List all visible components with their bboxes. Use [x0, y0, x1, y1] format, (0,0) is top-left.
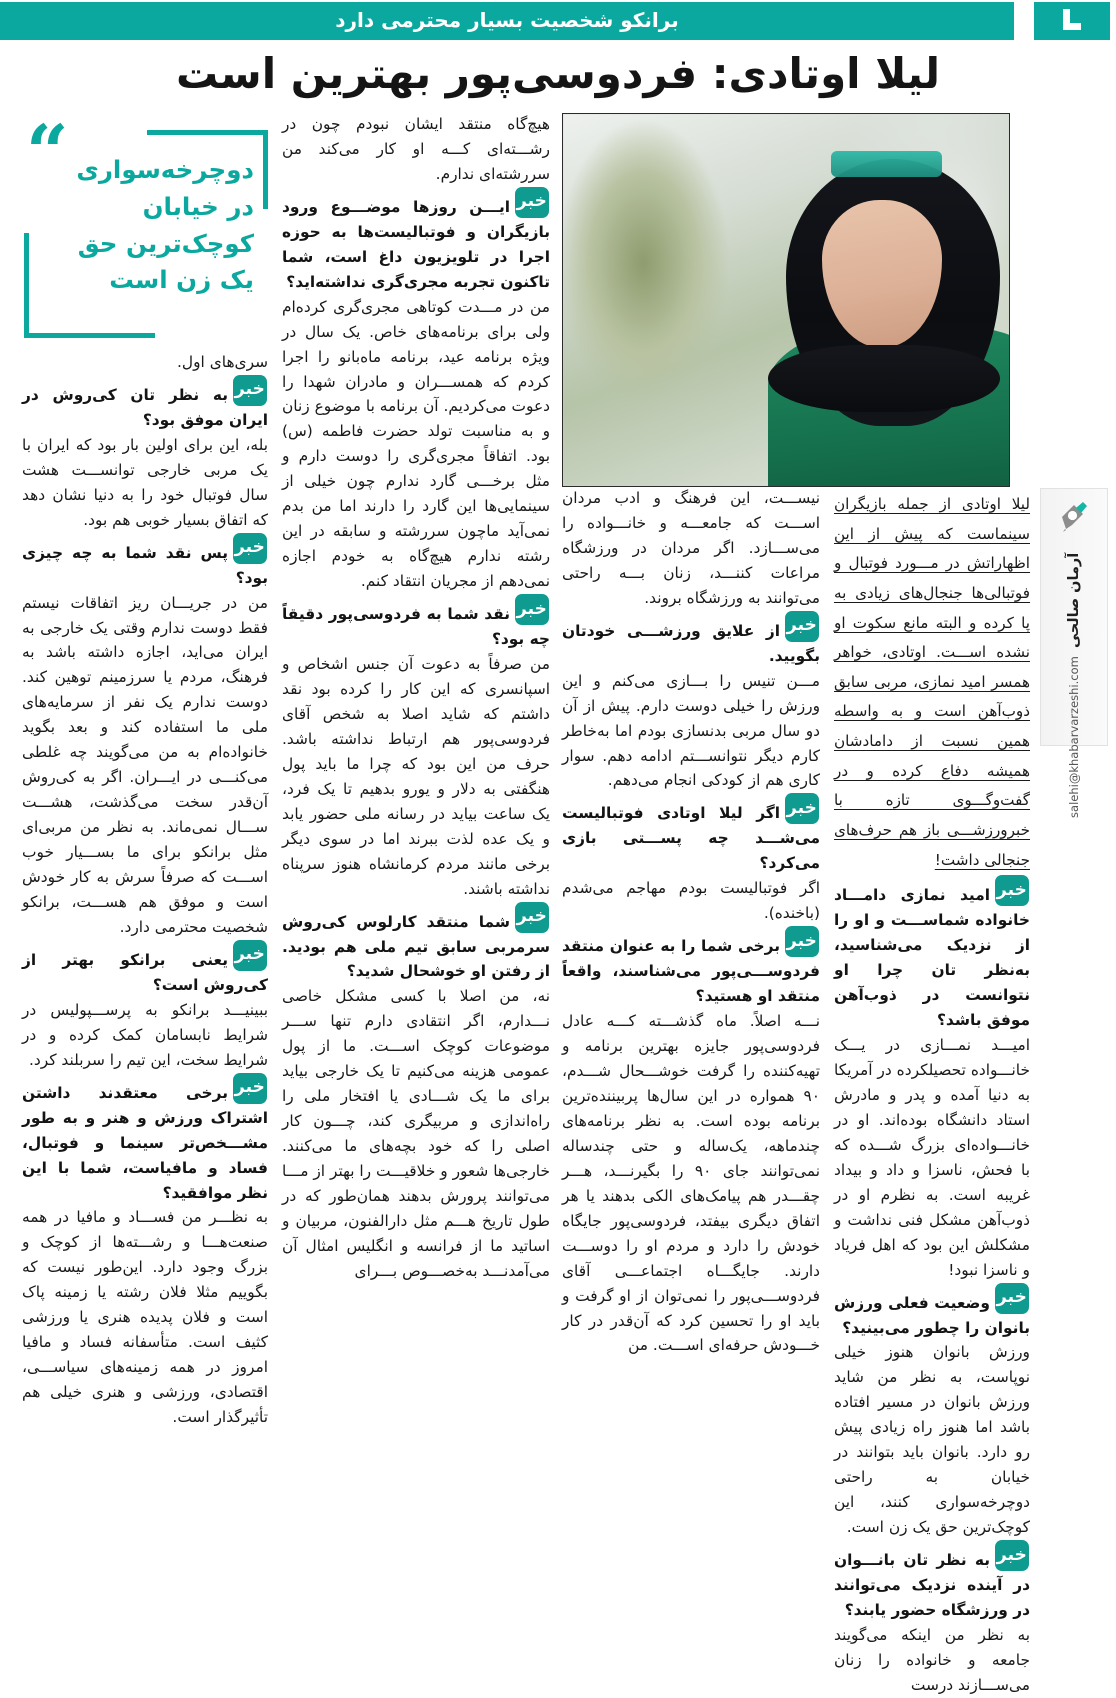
- interview-answer: [22, 1205, 268, 1430]
- interview-question: [22, 533, 268, 591]
- pull-quote-text: دوچرخه‌سواری در خیابان کوچک‌ترین حق یک زن است: [76, 155, 254, 295]
- answer-text: هیچ‌گاه منتقد ایشان نبودم چون در رشـــته‌ای کـــه او کار می‌کند من سررشته‌ای ندارم.: [282, 115, 550, 183]
- interview-question: [834, 875, 1030, 1033]
- answer-text: من صرفاً به دعوت آن جنس اشخاص و اسپانسری که این کار را کرده بود نقد داشتم که شاید اصلا به شخص آقای فردوسی‌پور هم ارتباط نداشته باشد. حرف من این بود که چرا ما باید پول هنگفتی به دلار و یورو بدهیم تا یک فرد، یک ساعت بیاید در رسانه ملی حضور یابد و یک عده لذت ببرند اما در سوی دیگر برخی مانند مردم کرمانشاه هنوز سرپناه نداشته باشند.: [282, 655, 550, 898]
- header-kicker-bar: [0, 2, 1014, 40]
- interview-answer: [834, 1033, 1030, 1283]
- answer-text: به نظـــر من فســـاد و مافیا در همه صنعت‌هـــا و رشـــته‌ها از کوچک و بزرگ وجود دارد. این‌طور نیست که بگوییم مثلا فلان رشته یا زمینه پاک است و فلان پدیده هنری یا ورزشی کثیف است. متأسفانه فساد و مافیا امروز در همه زمینه‌های سیاســـی، اقتصادی، ورزشی و هنری خیلی هم تأثیرگذار است.: [22, 1208, 268, 1427]
- answer-text: من در جریـــان ریز اتفاقات نیستم فقط دوست ندارم وقتی یک خارجی به ایران می‌اید، اجازه داشته باشد به فرهنگ، مردم یا سرزمینم توهین کند. دوست ندارم یک نفر از سرمایه‌های ملی ما استفاده کند و بعد بگوید خانواده‌ام به من می‌گویند چه غلطی می‌کنـــی در ایـــران. اگر به کی‌روش آن‌قدر سخت می‌گذشت، هشـــت ســـال نمی‌ماند. به نظر من مربی‌ای مثل برانکو برای ما بســـیار خوب اســـت که صرفاً سرش به کار خودش است و موفق هم هســـت، برانکو شخصیت محترمی دارد.: [22, 593, 268, 936]
- khabar-badge-icon: [233, 533, 267, 564]
- qa-list-left: [22, 350, 268, 1430]
- interview-answer: [562, 1009, 820, 1358]
- question-text: وضعیت فعلی ورزش بانوان را چطور می‌بینید؟: [834, 1293, 1030, 1337]
- question-text: از علایق ورزشـــی خودتان بگویید.: [562, 621, 820, 665]
- interview-answer: [834, 1623, 1030, 1698]
- question-text: برخی معتقدند داشتن اشتراک ورزش و هنر و به طور مشـــخص‌تر سینما و فوتبال، فساد و مافیاست، شما با این نظر موافقید؟: [22, 1083, 268, 1202]
- interview-answer: [282, 984, 550, 1283]
- question-text: پس نقد شما به چه چیزی بود؟: [22, 543, 268, 587]
- byline-email: salehi@khabarvarzeshi.com: [1067, 656, 1081, 818]
- question-text: نقد شما به فردوسی‌پور دقیقاً چه بود؟: [282, 605, 550, 649]
- interview-question: [562, 926, 820, 1009]
- qa-list-middle1: [282, 112, 550, 1284]
- question-text: امید نمازی دامـــاد خانواده شماســـت و او را از نزدیک می‌شناسید، به‌نظر تان چرا او نتوانست در ذوب‌آهن موفق باشد؟: [834, 886, 1030, 1030]
- khabar-badge-icon: [995, 875, 1029, 906]
- column-right: [834, 490, 1030, 1698]
- answer-text: نه، من اصلا با کسی مشکل خاصی نـــدارم، اگر انتقادی دارم تنها ســـر موضوعات کوچک اســـت. ما از پول عمومی هزینه می‌کنیم تا یک خارجی بیاید برای ما یک شـــادی یا افتخار ملی را راه‌اندازی و مربیگری کند، چـــون کار اصلی را که خود بچه‌های ما می‌کنند. خارجی‌ها شعور و خلاقیـــت را بهتر از مـــا می‌توانند پرورش بدهند همان‌طور که در طول تاریخ هـــم مثل دارالفنون، مربیان و اساتید ما از فرانسه و انگلیس امثال آن می‌آمدنـــد به‌خصـــوص بـــرای: [282, 987, 550, 1280]
- interview-answer: [562, 876, 820, 926]
- qa-list-middle2: [562, 486, 820, 1358]
- interview-answer: [282, 295, 550, 594]
- column-middle-2: [562, 486, 820, 1358]
- khabar-badge-icon: [995, 1283, 1029, 1314]
- answer-text: نـــه اصلاً. ماه گذشـــته کـــه عادل فردوسی‌پور جایزه بهترین برنامه و تهیه‌کننده را گرفت خوشـــحال شـــدم، ۹۰ همواره در این سال‌ها پربیننده‌ترین برنامه بوده است. به نظر برنامه‌های چندماهه، یک‌ساله و حتی چندساله نمی‌توانند جای ۹۰ را بگیرنـــد، هـــر چقـــدر هم پیامک‌های الکی بدهند یا هر اتفاق دیگری بیفتد، فردوسی‌پور جایگاه خودش را دارد و مردم او را دوســـت دارند. جایگـــاه اجتماعـــی آقای فردوســـی‌پور را نمی‌توان از او گرفت و باید او را تحسین کرد که آن‌قدر در کار خـــودش حرفه‌ای اســـت. من: [562, 1012, 821, 1355]
- answer-text: ورزش بانوان هنوز خیلی نوپاست، به نظر من شاید ورزش بانوان در مسیر افتاده باشد اما هنوز راه زیادی پیش رو دارد. بانوان باید بتوانند در خیابان به راحتی دوچرخه‌سواری کنند، این کوچک‌ترین حق یک زن است.: [834, 1343, 1030, 1537]
- answer-text: به نظر من اینکه می‌گویند جامعه و خانواده را زنان می‌ســـازند درست: [834, 1625, 1030, 1694]
- interview-question: [22, 940, 268, 998]
- interview-answer: [22, 433, 268, 533]
- khabar-badge-icon: [233, 375, 267, 406]
- answer-text: من در مـــدت کوتاهی مجری‌گری کرده‌ام ولی برای برنامه‌های خاص. یک سال در ویژه برنامه عید، برنامه ماه‌بانو را اجرا کردم که همســـران و مادران شهدا را دعوت می‌کردیم. آن برنامه با موضوع زنان و به مناسبت تولد حضرت فاطمه (س) بود. اتفاقاً مجری‌گری را دوست دارم و مثل برخـــی گارد ندارم چون خیلی از سینمایی‌ها این گارد را دارند اما من بدم نمی‌آید ماچون سررشته و سابقه در این رشته ندارم هیچ‌گاه به خودم اجازه نمی‌دهم از مجریان انتقاد کنم.: [282, 297, 550, 591]
- question-text: برخی شما را به عنوان منتقد فردوســـی‌پور می‌شناسند، واقعاً منتقد او هستید؟: [562, 937, 820, 1006]
- answer-text: بله، این برای اولین بار بود که ایران با یک مربی خارجی توانســـت هشت سال فوتبال خود را به دنیا نشان دهد که اتفاق بسیار خوبی هم بود.: [22, 435, 268, 529]
- question-text: به نظر تان کی‌روش در ایران موفق بود؟: [22, 385, 268, 429]
- byline-author: آرمان صالحی: [1066, 553, 1082, 649]
- question-text: به نظر تان بانـــوان در آینده نزدیک می‌توانند در ورزشگاه حضور یابند؟: [834, 1551, 1030, 1620]
- khabar-badge-icon: [785, 611, 819, 642]
- intro-paragraph: لیلا اوتادی از جمله بازیگران سینماست که پیش از این اظهاراتش در مـــورد فوتبال و فوتبالی‌ها جنجال‌های زیادی به پا کرده و البته مانع سکوت او نشده اســـت. اوتادی، خواهر همسر امید نمازی، مربی سابق ذوب‌آهن است و به واسطه همین نسبت از دامادشان همیشه دفاع کرده و در گفت‌وگـــوی تازه با خبرورزشـــی باز هم حرف‌های جنجالی داشت!: [834, 495, 1030, 869]
- question-text: ایـــن روزها موضـــوع ورود بازیگران و فوتبالیست‌ها به حوزه اجرا در تلویزیون داغ است، شما تاکنون تجربه مجری‌گری نداشته‌اید؟: [282, 197, 550, 291]
- interview-question: [562, 793, 820, 876]
- interview-question: [22, 375, 268, 433]
- interview-answer: [22, 350, 268, 375]
- column-middle-1: [282, 112, 550, 1284]
- interview-question: [22, 1073, 268, 1206]
- interview-answer: [282, 112, 550, 187]
- answer-text: سری‌های اول.: [177, 353, 268, 371]
- kicker-text: برانکو شخصیت بسیار محترمی دارد: [335, 8, 679, 32]
- khabar-badge-icon: [785, 793, 819, 824]
- publication-logo[interactable]: [1034, 2, 1110, 40]
- khabar-badge-icon: [515, 902, 549, 933]
- interview-question: [562, 611, 820, 669]
- article-columns: [0, 110, 1116, 1694]
- khabar-badge-icon: [233, 1073, 267, 1104]
- khabar-badge-icon: [515, 187, 549, 218]
- qa-list-right: [834, 875, 1030, 1698]
- interview-question: [282, 187, 550, 295]
- answer-text: مـــن تنیس را بـــازی می‌کنم و این ورزش را خیلی دوست دارم. پیش از آن دو سال مربی بدنسازی بودم اما به‌خاطر کارم دیگر نتوانســـتم ادامه دهم. سوار کاری هم از کودکی انجام می‌دهم.: [562, 671, 820, 790]
- question-text: شما منتقد کارلوس کی‌روش سرمربی سابق تیم ملی هم بودید. از رفتن او خوشحال شدید؟: [282, 912, 550, 981]
- interview-answer: [562, 669, 820, 794]
- answer-text: امیـــد نمـــازی در یـــک خانـــواده تحصیلکرده در آمریکا به دنیا آمده و پدر و مادرش استاد دانشگاه بوده‌اند. او در خانـــواده‌ای بزرگ شـــده که با فحش، ناسزا و داد و بیداد غریبه است. به نظرم او در ذوب‌آهن مشکل فنی نداشت و مشکلش این بود که اهل فریاد و ناسزا نبود!: [834, 1036, 1030, 1279]
- answer-text: ببینیـــد برانکو به پرســـپولیس در شرایط نابسامان کمک کرده و در شرایط سخت، این تیم را سربلند کرد.: [22, 1000, 268, 1069]
- interview-answer: [562, 486, 820, 611]
- interview-question: [834, 1540, 1030, 1623]
- interview-question: [282, 594, 550, 652]
- interview-question: [834, 1283, 1030, 1341]
- khabar-badge-icon: [995, 1540, 1029, 1571]
- khabar-badge-icon: [785, 926, 819, 957]
- pull-quote: [18, 110, 268, 348]
- quote-mark-icon: “: [26, 110, 69, 196]
- interview-answer: [834, 1340, 1030, 1540]
- interview-question: [282, 902, 550, 985]
- khabar-badge-icon: [233, 940, 267, 971]
- column-left: [22, 350, 268, 1430]
- interview-answer: [22, 591, 268, 940]
- page-title: لیلا اوتادی: فردوسی‌پور بهترین است: [175, 49, 941, 98]
- interview-answer: [282, 652, 550, 902]
- answer-text: نیســـت، این فرهنگ و ادب مردان اســـت که جامعـــه و خانـــواده را می‌ســـازد. اگر مردان در ورزشگاه مراعات کننـــد، زنان بـــه راحتی می‌توانند به ورزشگاه بروند.: [562, 489, 820, 607]
- question-text: اگر لیلا اوتادی فوتبالیست می‌شـــد چه پســـتی بازی می‌کرد؟: [562, 804, 820, 873]
- khabar-badge-icon: [515, 594, 549, 625]
- interview-answer: [22, 998, 268, 1073]
- answer-text: اگر فوتبالیست بودم مهاجم می‌شدم (باخنده).: [562, 879, 820, 923]
- question-text: یعنی برانکو بهتر از کی‌روش است؟: [22, 950, 268, 994]
- newspaper-l-logo-icon: [1057, 6, 1087, 36]
